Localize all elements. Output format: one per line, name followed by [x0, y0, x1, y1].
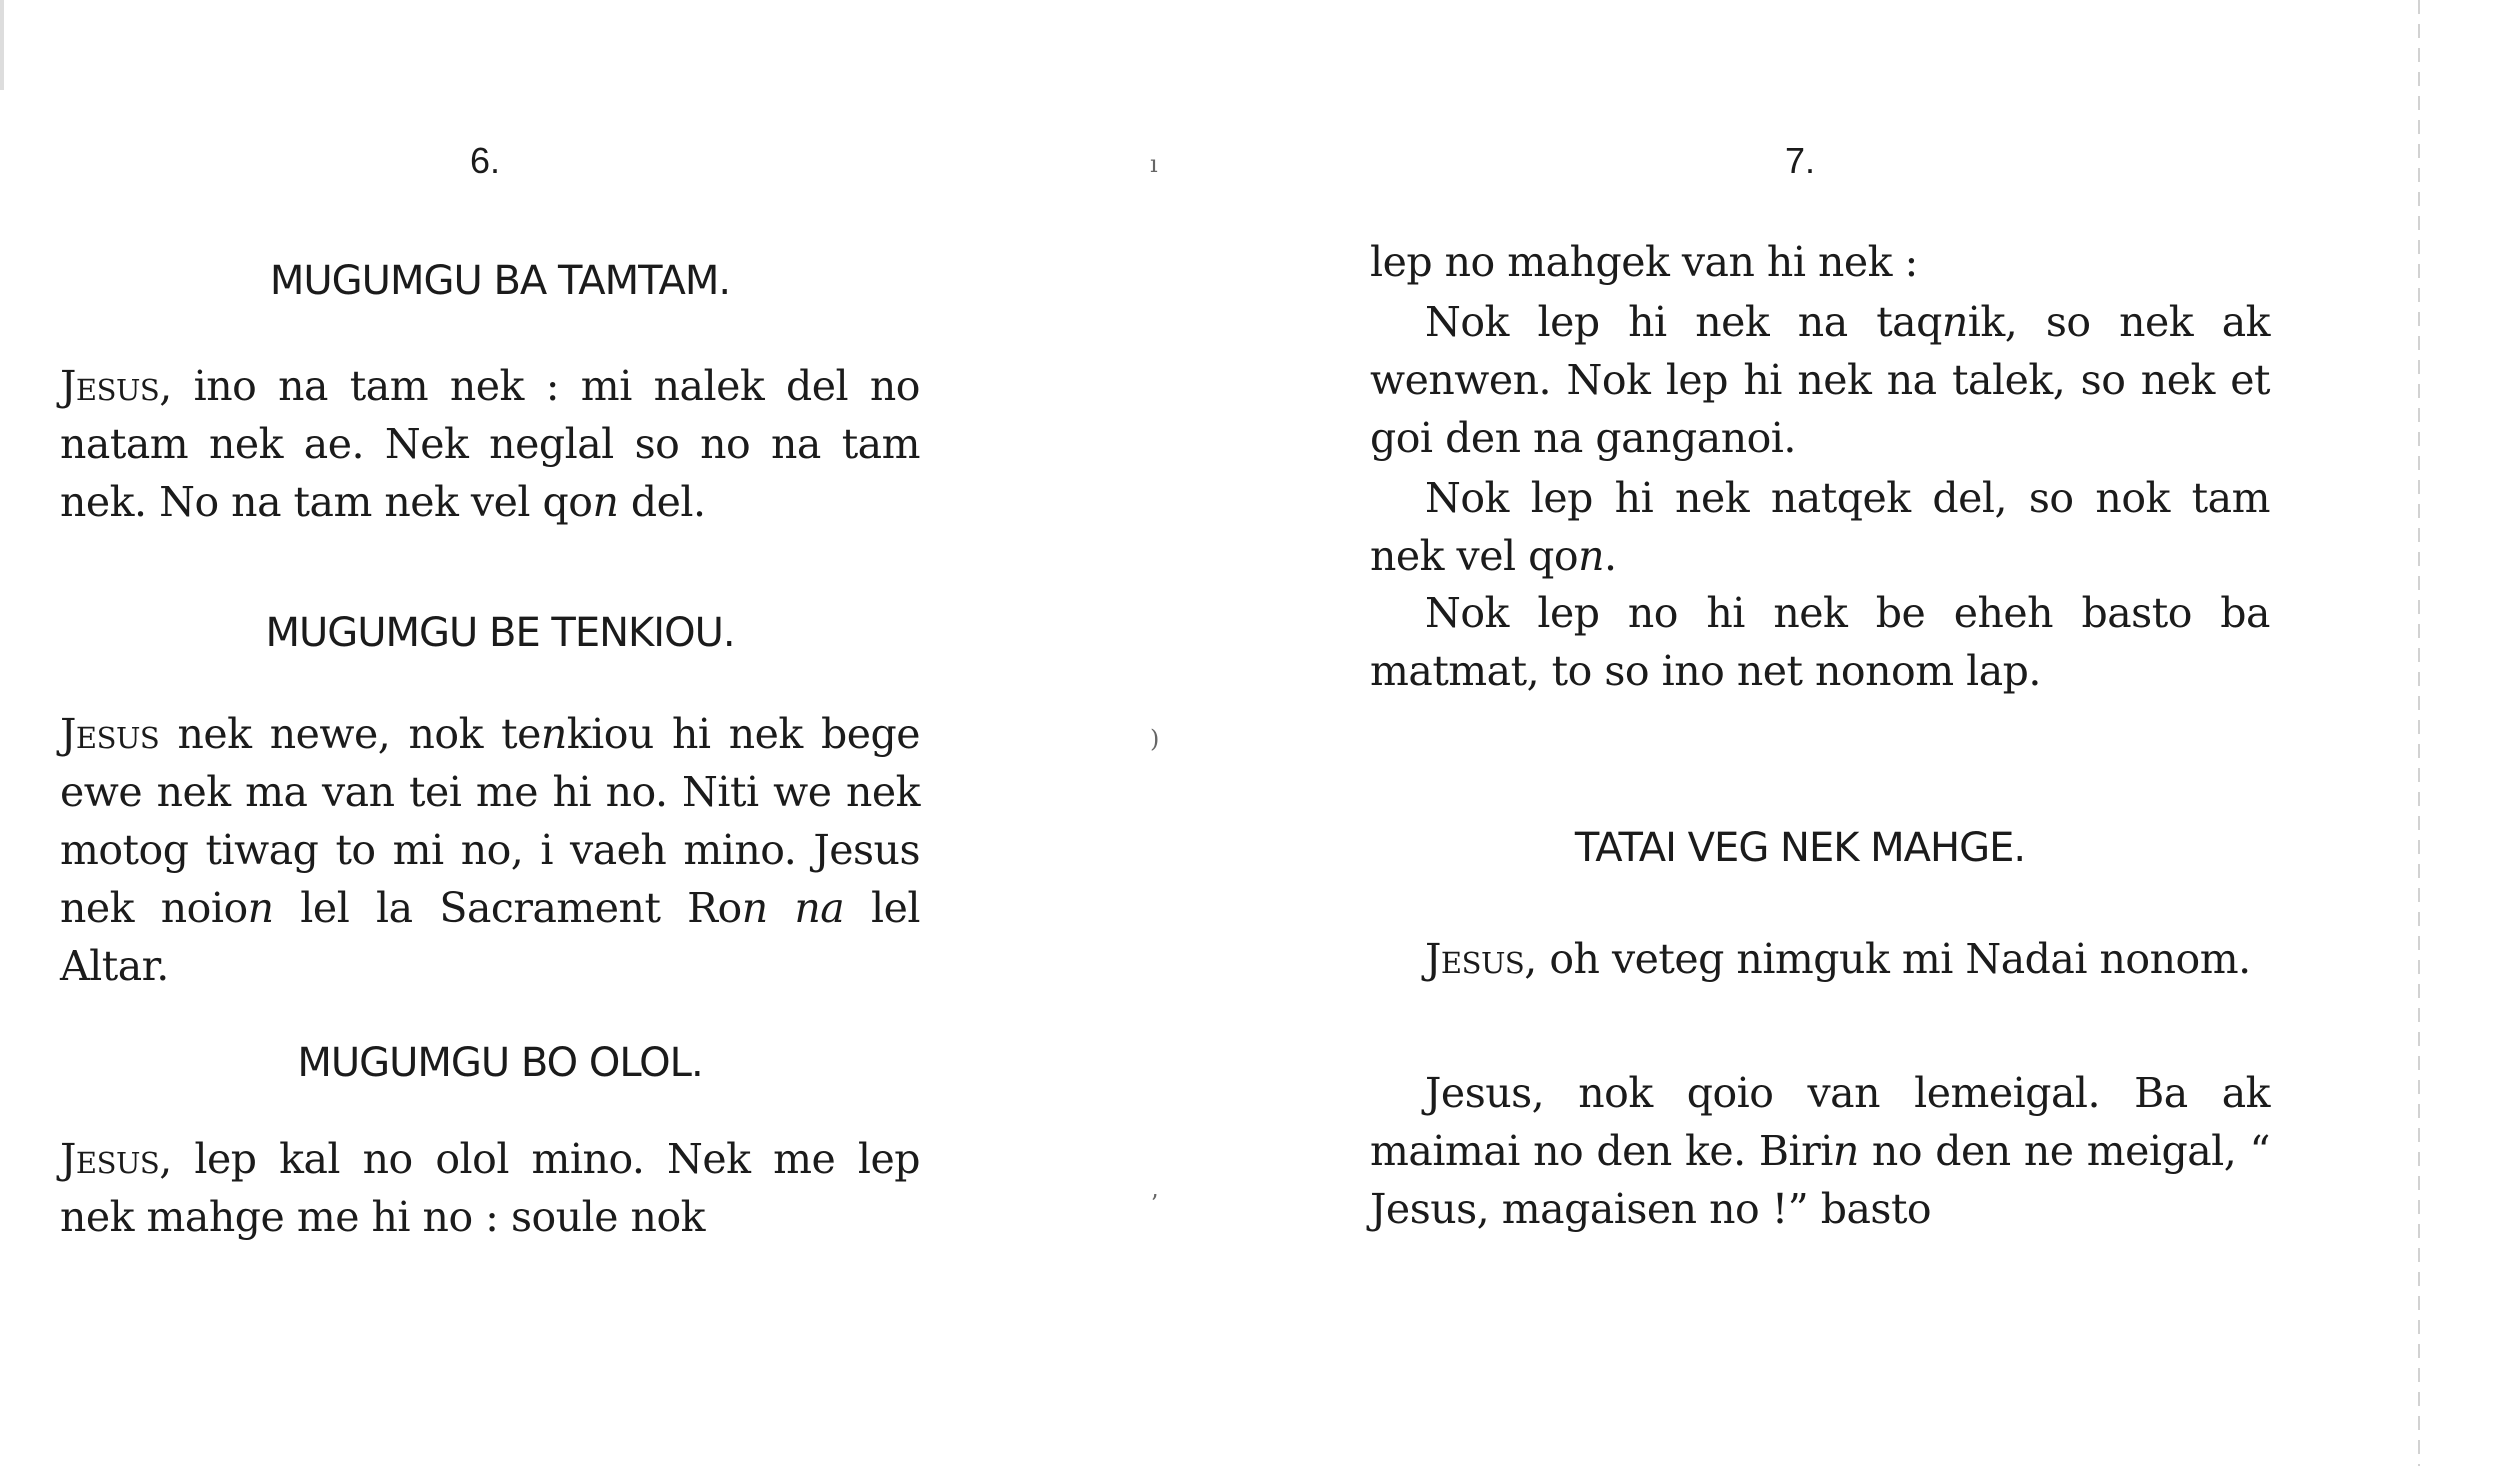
text-run: kiou hi nek bege ewe nek ma van tei me hi no. Niti we nek motog tiwag to mi no, i vaeh mino. Jesus nek noio	[60, 710, 920, 932]
text-run: .	[1603, 532, 1617, 580]
section-heading-tenkiou: MUGUMGU BE TENKIOU.	[265, 610, 735, 656]
italic-word: na	[794, 884, 845, 932]
text-run: Nok lep hi nek natqek del, so nok tam nek vel qo	[1370, 474, 2270, 580]
italic-letter: n	[247, 884, 274, 932]
text-run: Nok lep hi nek na taq	[1425, 298, 1942, 346]
paragraph-tenkiou	[60, 705, 920, 995]
paragraph-tamtam	[60, 357, 920, 531]
paragraph-eheh: Nok lep no hi nek be eheh basto ba matmat, to so ino net nonom lap.	[1370, 589, 2270, 695]
text-run: lel la Sacrament Ro	[273, 884, 742, 932]
text-run: Jesus, nok qoio van lemeigal. Ba ak maimai no den ke. Biri	[1370, 1069, 2270, 1175]
small-caps-name: Jesus	[60, 710, 160, 758]
text-run: , oh veteg nimguk mi Nadai nonom.	[1524, 935, 2251, 983]
small-caps-name: Jesus	[60, 362, 160, 410]
italic-letter: n	[741, 884, 768, 932]
right-page	[1340, 0, 2270, 1466]
page-number-right: 7.	[1785, 140, 1816, 181]
paragraph-continuation: lep no mahgek van hi nek :	[1370, 238, 1918, 286]
page-number-left: 6.	[470, 140, 501, 181]
italic-letter: n	[592, 478, 619, 526]
gutter-mark: ı	[1150, 150, 1158, 178]
text-run	[768, 884, 795, 932]
text-run: no den ne meigal, “ Jesus, magaisen no !” basto	[1370, 1127, 2270, 1233]
italic-letter: n	[1578, 532, 1604, 580]
section-heading-olol: MUGUMGU BO OLOL.	[297, 1040, 703, 1086]
paragraph-veteg	[1370, 930, 2270, 988]
small-caps-name: Jesus	[60, 1135, 160, 1183]
text-run: lel Altar.	[60, 884, 920, 990]
text-run: , lep kal no olol mino. Nek me lep nek mahge me hi no : soule nok	[60, 1135, 920, 1241]
gutter-mark: ʼ	[1150, 1190, 1158, 1218]
italic-letter: n	[540, 710, 567, 758]
paragraph-natqek	[1370, 469, 2270, 585]
paragraph-lemeigal	[1370, 1064, 2270, 1238]
left-page	[0, 0, 1150, 1466]
page-edge-line	[2418, 0, 2420, 1466]
text-run: , ino na tam nek : mi nalek del no natam nek ae. Nek neglal so no na tam nek. No na tam nek vel qo	[60, 362, 920, 526]
section-heading-tamtam: MUGUMGU BA TAMTAM.	[269, 258, 731, 304]
paragraph-olol	[60, 1130, 920, 1246]
paragraph-taqnik	[1370, 293, 2270, 467]
small-caps-name: Jesus	[1425, 935, 1525, 983]
section-heading-tatai: TATAI VEG NEK MAHGE.	[1574, 825, 2026, 871]
italic-letter: n	[1941, 298, 1968, 346]
gutter-mark: )	[1150, 725, 1160, 753]
text-run: nek newe, nok te	[159, 710, 541, 758]
text-run: del.	[618, 478, 706, 526]
text-run: ik, so nek ak wenwen. Nok lep hi nek na talek, so nek et goi den na ganganoi.	[1370, 298, 2270, 462]
italic-letter: n	[1832, 1127, 1859, 1175]
